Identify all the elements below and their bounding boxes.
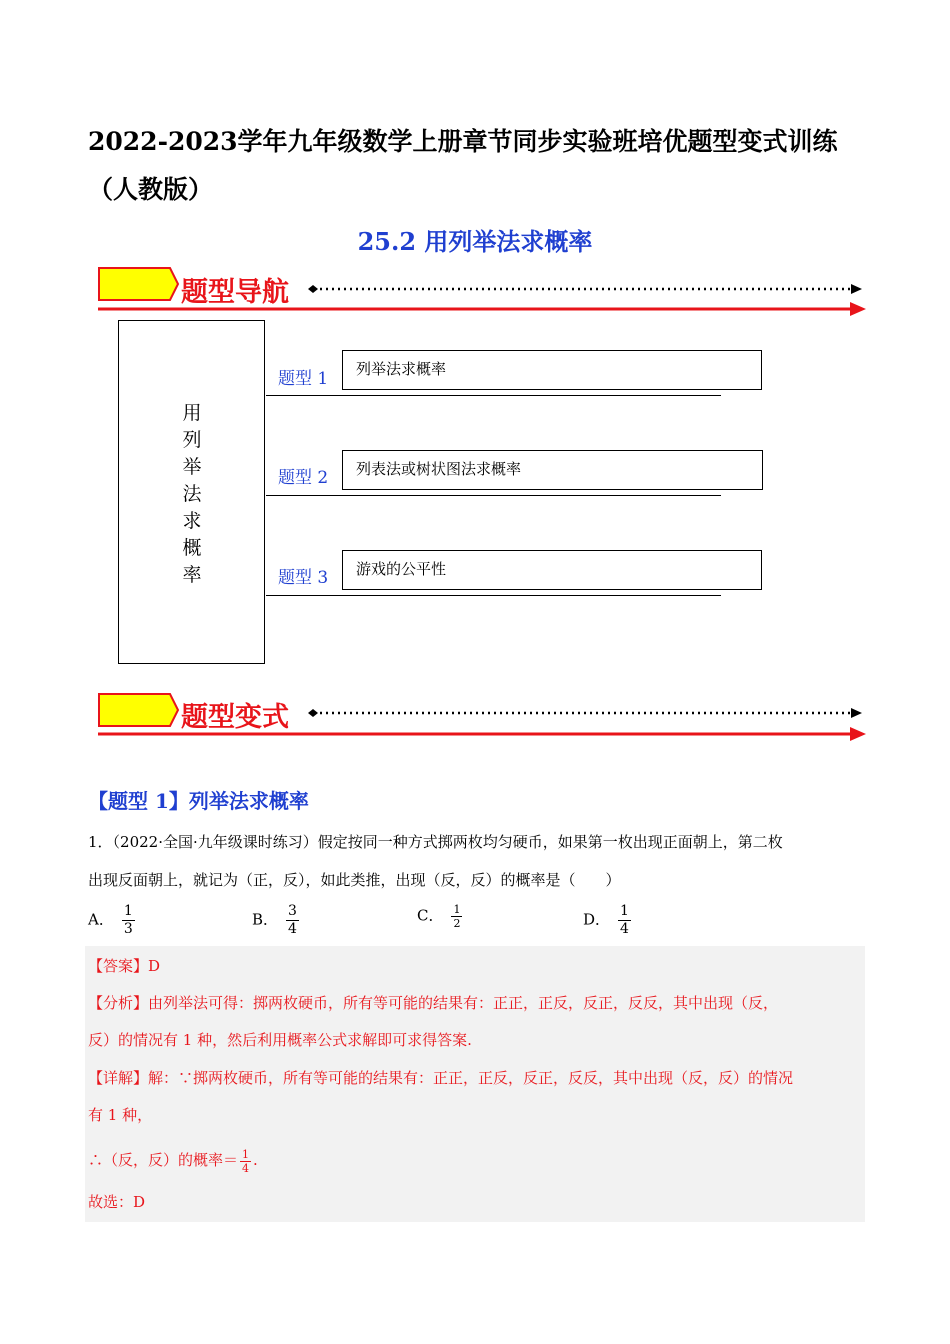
yellow-arrow-icon <box>99 268 178 300</box>
detail-line-1 <box>88 1060 866 1097</box>
conclusion-line: 故选：D <box>88 1193 146 1211</box>
type-1-label[interactable]: 题型 1 <box>278 369 329 389</box>
topic-char: 率 <box>182 564 202 586</box>
question-line-1 <box>88 823 868 861</box>
topic-vertical-text <box>176 400 208 589</box>
option-fraction: $\frac{1}{2}$ <box>453 903 461 930</box>
option-letter: B． <box>252 910 279 929</box>
detail-fraction: $\frac{1}{4}$ <box>242 1147 250 1175</box>
answer-tag: 【答案】 <box>88 957 149 975</box>
diamond-marker-icon <box>308 709 318 717</box>
option-d[interactable] <box>583 903 631 947</box>
red-arrowhead-icon <box>850 302 866 316</box>
option-fraction: $\frac{1}{4}$ <box>620 903 629 937</box>
question-number: 1． <box>88 833 113 851</box>
topic-char: 用 <box>182 402 202 424</box>
detail-suffix: . <box>253 1151 258 1169</box>
option-letter: D． <box>583 910 611 929</box>
analysis-tag: 【分析】 <box>88 994 149 1012</box>
option-fraction: $\frac{1}{3}$ <box>123 903 133 937</box>
detail-line-2: 有 1 种， <box>88 1106 153 1124</box>
diamond-marker-icon <box>308 285 318 293</box>
banner-variants-title: 题型变式 <box>181 702 289 733</box>
type-1-underline <box>266 395 721 396</box>
option-letter: A． <box>88 910 114 929</box>
analysis-line-1 <box>88 985 866 1022</box>
arrowhead-icon <box>851 284 862 294</box>
option-c[interactable] <box>417 903 462 947</box>
detail-text: 解：∵掷两枚硬币，所有等可能的结果有：正正，正反，反正，反反，其中出现（反，反）的情况 <box>148 1069 794 1087</box>
detail-tag: 【详解】 <box>88 1069 149 1087</box>
red-arrowhead-icon <box>850 727 866 741</box>
analysis-text: 由列举法可得：掷两枚硬币，所有等可能的结果有：正正，正反，反正，反反，其中出现（反， <box>148 994 779 1012</box>
topic-char: 概 <box>182 537 202 559</box>
section-heading: 【题型 1】列举法求概率 <box>88 789 309 813</box>
type-2-label[interactable]: 题型 2 <box>278 468 329 488</box>
type-2-box[interactable]: 列表法或树状图法求概率 <box>342 450 763 490</box>
question-line-2: 出现反面朝上，就记为（正，反），如此类推，出现（反，反）的概率是（ ） <box>88 871 621 889</box>
yellow-arrow-icon <box>99 694 178 726</box>
banner-nav-title: 题型导航 <box>181 277 289 308</box>
topic-char: 求 <box>182 510 202 532</box>
type-2-underline <box>266 495 721 496</box>
option-fraction: $\frac{3}{4}$ <box>288 903 297 937</box>
analysis-line-2: 反）的情况有 1 种，然后利用概率公式求解即可求得答案. <box>88 1031 472 1049</box>
section-subtitle: 25.2 用列举法求概率 <box>357 227 593 256</box>
detail-prefix: ∴（反，反）的概率＝ <box>88 1151 239 1169</box>
topic-char: 列 <box>182 429 202 451</box>
option-letter: C． <box>417 906 444 925</box>
type-1-box[interactable]: 列举法求概率 <box>342 350 762 390</box>
detail-line-3 <box>88 1138 866 1182</box>
topic-char: 法 <box>182 483 202 505</box>
question-text-1: （2022·全国·九年级课时练习）假定按同一种方式掷两枚均匀硬币，如果第一枚出现正面朝上，第二枚 <box>112 833 783 851</box>
answer-line <box>88 948 866 985</box>
option-b[interactable] <box>252 903 299 947</box>
type-3-underline <box>266 595 721 596</box>
topic-char: 举 <box>182 456 202 478</box>
answer-value: D <box>148 957 161 975</box>
type-3-label[interactable]: 题型 3 <box>278 568 329 588</box>
type-3-box[interactable]: 游戏的公平性 <box>342 550 762 590</box>
arrowhead-icon <box>851 708 862 718</box>
page-title: 2022-2023学年九年级数学上册章节同步实验班培优题型变式训练（人教版） <box>88 127 838 204</box>
option-a[interactable] <box>88 903 135 947</box>
